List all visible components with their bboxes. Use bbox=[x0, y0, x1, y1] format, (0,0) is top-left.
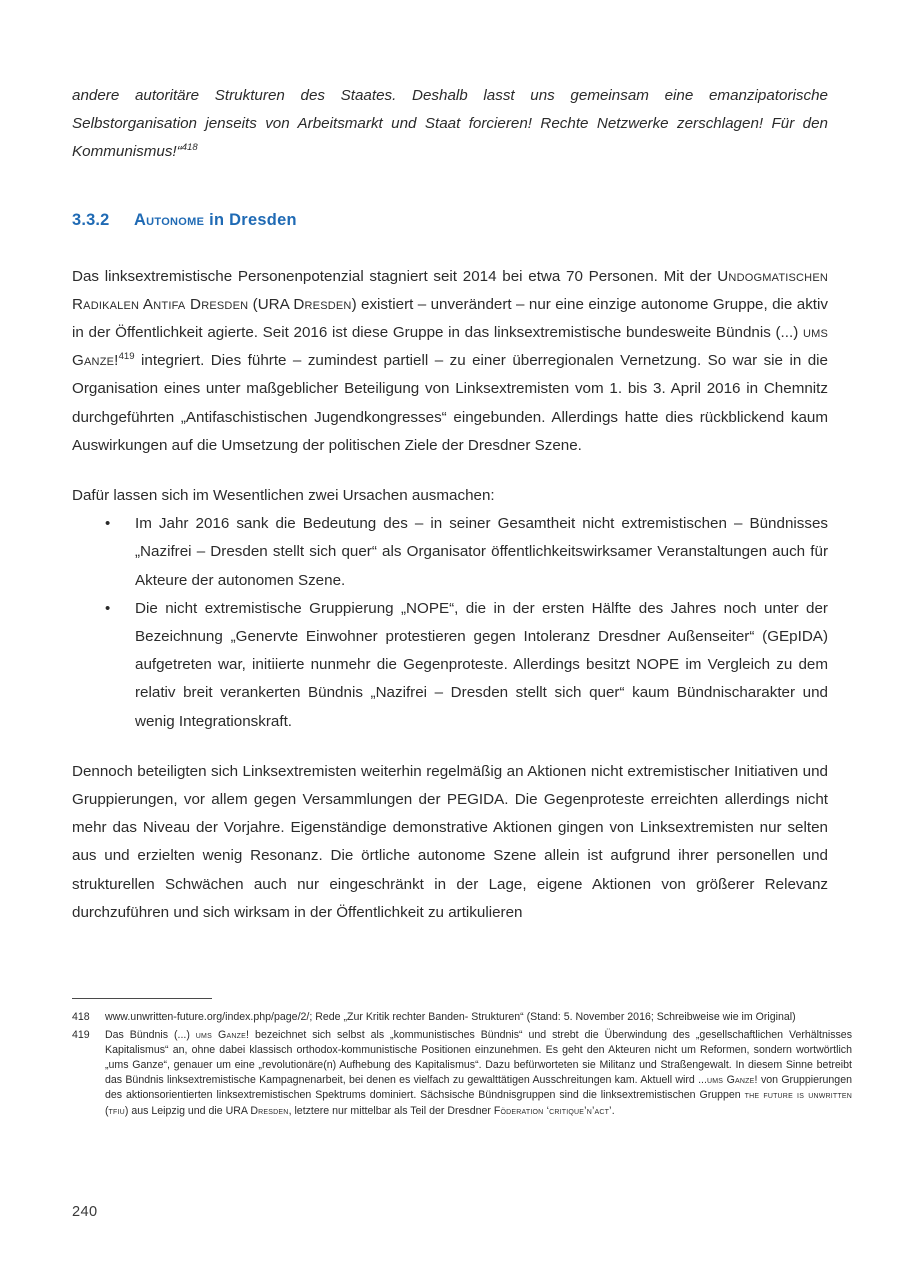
footnote-area bbox=[72, 998, 852, 1122]
section-title-rest: in Dresden bbox=[204, 210, 297, 229]
org-name-dresden: Dresden bbox=[250, 1104, 289, 1117]
org-name-tfiu: tfiu bbox=[108, 1104, 125, 1117]
section-title-smallcaps: Autonome bbox=[134, 210, 205, 229]
fn419-seg-1: Das Bündnis (...) bbox=[105, 1029, 196, 1042]
fn419-seg-6: , letztere nur mittelbar als Teil der Dresdner bbox=[288, 1104, 494, 1117]
org-name-foederation: Föderation ‘critique’n’act’ bbox=[493, 1104, 612, 1117]
p1-segment-4: integriert. Dies führte – zumindest partiell – zu einer überregionalen Vernetzung. So war sie in die Organisation eines unter maßgeblicher Beteiligung von Linksextremisten vom 1. bis 3. April 2016 in Chemnitz durchgeführten „Antifaschistischen Jugendkongresses“ eingebunden. Allerdings hatte dies rückblickend kaum Auswirkungen auf die Umsetzung der politischen Ziele der Dresdner Szene. bbox=[72, 352, 828, 454]
body-paragraph-3: Dennoch beteiligten sich Linksextremisten weiterhin regelmäßig an Aktionen nicht extremistischer Initiativen und Gruppierungen, vor allem gegen Versammlungen der PEGIDA. Die Gegenproteste erreichten allerdings nicht mehr das Niveau der Vorjahre. Eigenständige demonstrative Aktionen gingen von Linksextremisten nur selten aus und erzielten wenig Resonanz. Die örtliche autonome Szene allein ist aufgrund ihrer personellen und strukturellen Schwächen auch nur eingeschränkt in der Lage, eigene Aktionen von größerer Relevanz durchzuführen und sich wirksam in der Öffentlichkeit zu artikulieren bbox=[72, 762, 828, 921]
quote-text: andere autoritäre Strukturen des Staates. Deshalb lasst uns gemeinsam eine emanzipatorische Selbstorganisation jenseits von Arbeitsmarkt und Staat forcieren! Rechte Netzwerke zerschlagen! Für den Kommunismus!“ bbox=[72, 87, 828, 161]
p1-segment-1: Das linksextremistische Personenpotenzial stagniert seit 2014 bei etwa 70 Personen. Mit der bbox=[72, 267, 718, 285]
section-title bbox=[134, 211, 297, 230]
org-name-tfiu-long: the future is unwritten bbox=[744, 1089, 852, 1102]
list-item: • Die nicht extremistische Gruppierung „NOPE“, die in der ersten Hälfte des Jahres noch unter der Bezeichnung „Genervte Einwohner protestieren gegen Intoleranz Dresdner Außenseiter“ (GEpIDA) aufgetreten war, initiierte nunmehr die Gegenproteste. Allerdings besitzt NOPE im Vergleich zu dem relativ breit verankerten Bündnis „Nazifrei – Dresden stellt sich quer“ kaum Bündnischarakter und wenig Integrationskraft. bbox=[72, 595, 828, 736]
page-content bbox=[72, 82, 828, 927]
body-paragraph-2: Dafür lassen sich im Wesentlichen zwei Ursachen ausmachen: bbox=[72, 487, 495, 505]
org-name-ura-long: Undogmatischen Radikalen Antifa Dresden bbox=[72, 267, 828, 313]
reasons-list bbox=[72, 510, 828, 736]
body-paragraph-1 bbox=[72, 263, 828, 460]
org-name-ums-ganze: ums Ganze! bbox=[706, 1074, 758, 1087]
section-number: 3.3.2 bbox=[72, 210, 110, 229]
fn419-seg-5: ) aus Leipzig und die URA bbox=[124, 1104, 251, 1117]
page-number: 240 bbox=[72, 1204, 98, 1220]
footnote-separator bbox=[72, 998, 212, 999]
footnote-text: www.unwritten-future.org/index.php/page/2/; Rede „Zur Kritik rechter Banden- Strukturen“ (Stand: 5. November 2016; Schreibweise wie im Original) bbox=[105, 1011, 796, 1023]
footnote-number: 418 bbox=[72, 1011, 90, 1023]
org-name-ums-ganze: ums Ganze! bbox=[72, 324, 828, 370]
footnote-ref-419: 419 bbox=[118, 351, 135, 363]
p1-segment-3: ) existiert – unverändert – nur eine einzige autonome Gruppe, die aktiv in der Öffentlichkeit agierte. Seit 2016 ist diese Gruppe in das linksextremistische bundesweite Bündnis (...) bbox=[72, 295, 828, 342]
footnote-ref-418: 418 bbox=[181, 142, 198, 154]
footnote-418 bbox=[72, 1010, 852, 1025]
section-heading bbox=[72, 211, 828, 230]
footnote-number: 419 bbox=[72, 1029, 90, 1042]
p1-segment-2: (URA bbox=[248, 295, 294, 313]
footnote-419 bbox=[72, 1028, 852, 1119]
footnote-text bbox=[105, 1028, 852, 1119]
fn419-seg-7: . bbox=[611, 1104, 615, 1117]
list-item: • Im Jahr 2016 sank die Bedeutung des – in seiner Gesamtheit nicht extremistischen – Bündnisses „Nazifrei – Dresden stellt sich quer“ als Organisator öffentlichkeitswirksamer Veranstaltungen auch für Akteure der autonomen Szene. bbox=[72, 510, 828, 595]
fn419-seg-3: von Gruppierungen des aktionsorientierten linksextremistischen Spektrums dominiert. Sächsische Bündnisgruppen sind die linksextremistischen Gruppen bbox=[105, 1074, 852, 1102]
fn419-seg-2: bezeichnet sich selbst als „kommunistisches Bündnis“ und strebt die Überwindung des „gesellschaftlichen Verhältnisses Kapitalismus“ an, ohne dabei klassisch orthodox-kommunistische Positionen einzunehmen. Es geht den Akteuren nicht um Reformen, sondern wortwörtlich „ums Ganze“, genauer um eine „revolutionäre(n) Aufhebung des Kapitalismus“. Dazu befürworteten sie Militanz und Straßengewalt. In diesem Sinne betreibt das Bündnis linksextremistische Kampagnenarbeit, bei denen es vielfach zu gewalttätigen Ausschreitungen kam. Aktuell wird ... bbox=[105, 1029, 852, 1087]
org-name-ums-ganze: ums Ganze! bbox=[195, 1029, 250, 1042]
fn419-seg-4: ( bbox=[105, 1104, 109, 1117]
org-name-dresden: Dresden bbox=[293, 295, 352, 313]
quote-paragraph bbox=[72, 82, 828, 167]
